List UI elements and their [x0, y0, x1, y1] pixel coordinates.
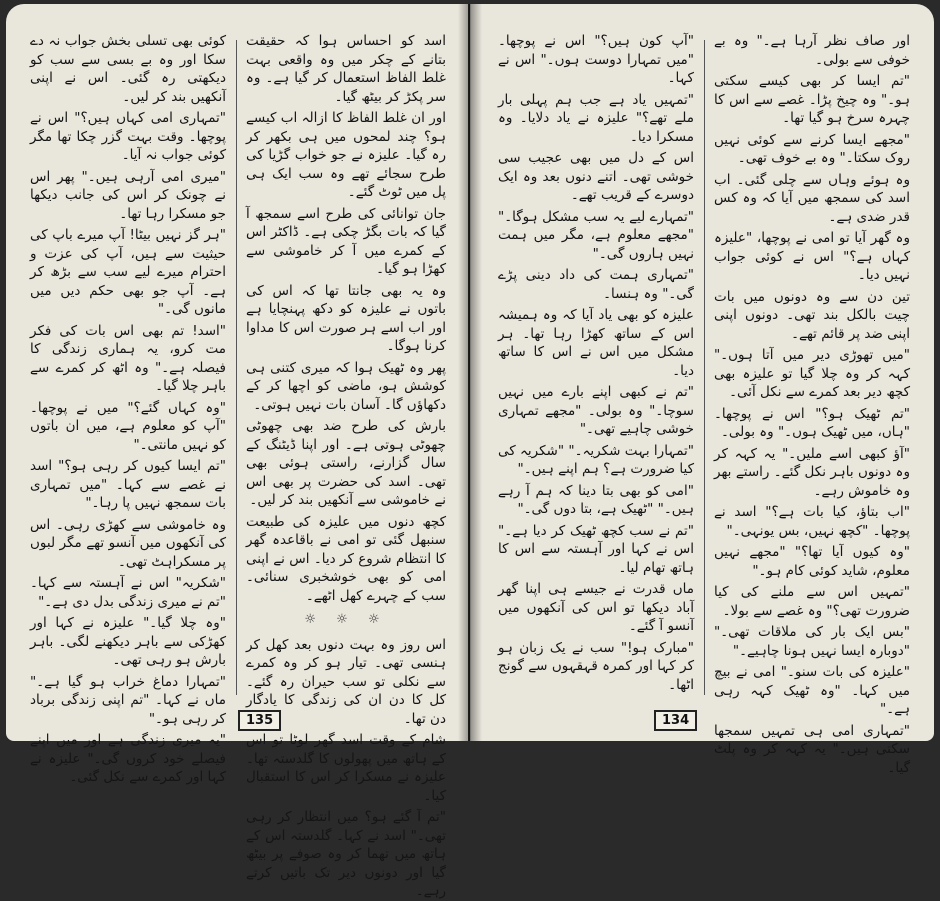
paragraph: "تم نے کبھی اپنے بارے میں نہیں سوچا۔" وہ بولی۔ "مجھے تمہاری خوشی چاہیے تھی۔" — [498, 384, 694, 437]
magazine-spread — [6, 4, 934, 899]
paragraph: "یہ میری زندگی ہے اور میں اپنے فیصلے خود کروں گی۔" علیزہ نے کہا اور کمرے سے نکل گئی۔ — [30, 732, 226, 785]
paragraph: پھر وہ ٹھیک ہوا کہ میری کتنی ہی کوشش ہو، ماضی کو اچھا کر کے دکھاؤں گا۔ آسان بات نہیں ہوتی۔ — [246, 359, 446, 413]
paragraph: "آپ کون ہیں؟" اس نے پوچھا۔ "میں تمہارا دوست ہوں۔" اس نے کہا۔ — [498, 33, 694, 86]
paragraph: "امی کو بھی بتا دینا کہ ہم آ رہے ہیں۔" "ٹھیک ہے، بتا دوں گی۔" — [498, 482, 694, 517]
left-page-column-left-text — [30, 32, 226, 787]
book-gutter — [458, 4, 482, 741]
paragraph: اس کے دل میں بھی عجیب سی خوشی تھی۔ اتنے دنوں بعد وہ ایک دوسرے کے قریب تھے۔ — [498, 150, 694, 203]
paragraph: "میری امی آرہی ہیں۔" پھر اس نے چونک کر اس کی جانب دیکھا جو مسکرا رہا تھا۔ — [30, 168, 226, 222]
left-page — [6, 4, 468, 899]
left-page-column-left — [30, 32, 226, 785]
paragraph: تین دن سے وہ دونوں میں بات چیت بالکل بند تھی۔ دونوں اپنی اپنی ضد پر قائم تھے۔ — [714, 288, 910, 342]
right-page-column-left — [498, 32, 694, 702]
paragraph: "اب بتاؤ، کیا بات ہے؟" اسد نے پوچھا۔ "کچھ نہیں، بس یونہی۔" — [714, 504, 910, 539]
paragraph: "وہ کیوں آیا تھا؟" "مجھے نہیں معلوم، شاید کوئی کام ہو۔" — [714, 544, 910, 579]
paragraph: "علیزہ کی بات سنو۔" امی نے بیچ میں کہا۔ "وہ ٹھیک کہہ رہی ہے۔" — [714, 664, 910, 717]
paragraph: "ہر گز نہیں بیٹا! آپ میرے باپ کی حیثیت سے ہیں، آپ کی عزت و احترام میرے لیے سب سے بڑھ کر ہے۔ آپ جو بھی حکم دیں میں مانوں گی۔" — [30, 227, 226, 317]
column-rule — [236, 40, 237, 695]
paragraph: "تمہیں یاد ہے جب ہم پہلی بار ملے تھے؟" علیزہ نے یاد دلایا۔ وہ مسکرا دیا۔ — [498, 91, 694, 145]
paragraph: "آؤ کبھی اسے ملیں۔" یہ کہہ کر وہ دونوں باہر نکل گئے۔ راستے بھر وہ خاموش رہے۔ — [714, 445, 910, 499]
paragraph: "تم ٹھیک ہو؟" اس نے پوچھا۔ "ہاں، میں ٹھیک ہوں۔" وہ بولی۔ — [714, 405, 910, 440]
paragraph: "اسد! تم بھی اس بات کی فکر مت کرو، یہ ہماری زندگی کا فیصلہ ہے۔" وہ اٹھ کر کمرے سے باہر چلا گیا۔ — [30, 322, 226, 394]
paragraph: وہ گھر آیا تو امی نے پوچھا، "علیزہ کہاں ہے؟" اس نے کوئی جواب نہیں دیا۔ — [714, 230, 910, 283]
paragraph: "شکریہ" اس نے آہستہ سے کہا۔ "تم نے میری زندگی بدل دی ہے۔" — [30, 575, 226, 610]
paragraph: وہ خاموشی سے کھڑی رہی۔ اس کی آنکھوں میں آنسو تھے مگر لبوں پر مسکراہٹ تھی۔ — [30, 516, 226, 570]
paragraph: "مبارک ہو!" سب نے یک زبان ہو کر کہا اور کمرہ قہقہوں سے گونج اٹھا۔ — [498, 639, 694, 693]
paragraph: علیزہ کو بھی یاد آیا کہ وہ ہمیشہ اس کے ساتھ کھڑا رہا تھا۔ ہر مشکل میں اس نے اس کا ساتھ دیا۔ — [498, 307, 694, 379]
paragraph: "تمہاری امی ہی تمہیں سمجھا سکتی ہیں۔" یہ کہہ کر وہ پلٹ گیا۔ — [714, 722, 910, 776]
paragraph: اور صاف نظر آرہا ہے۔" وہ بے خوفی سے بولی۔ — [714, 33, 910, 68]
page-number: 134 — [654, 710, 697, 731]
section-divider: ☼ ☼ ☼ — [304, 612, 388, 627]
paragraph: اس روز وہ بہت دنوں بعد کھل کر ہنسی تھی۔ تیار ہو کر وہ کمرے سے نکلی تو سب حیران رہ گئے۔ کل کا دن ان کی زندگی کا یادگار دن تھا۔ — [246, 636, 446, 727]
paragraph: "تم نے سب کچھ ٹھیک کر دیا ہے۔" اس نے کہا اور آہستہ سے اس کا ہاتھ تھام لیا۔ — [498, 522, 694, 576]
column-rule — [704, 40, 705, 695]
paragraph: "تم آ گئے ہو؟ میں انتظار کر رہی تھی۔" اسد نے کہا۔ گلدستہ اس کے ہاتھ میں تھما کر وہ صوفے پر بیٹھ گیا اور دونوں دیر تک باتیں کرتے رہے۔ — [246, 809, 446, 899]
paragraph: "وہ چلا گیا۔" علیزہ نے کہا اور کھڑکی سے باہر دیکھنے لگی۔ باہر بارش ہو رہی تھی۔ — [30, 615, 226, 668]
page-number: 135 — [238, 710, 281, 731]
paragraph: "تمہاری ہمت کی داد دینی پڑے گی۔" وہ ہنسا۔ — [498, 267, 694, 302]
right-page — [470, 4, 934, 776]
paragraph: بارش کی طرح ضد بھی چھوٹی چھوٹی ہوتی ہے۔ اور اپنا ڈیٹنگ کے سال گزارنے، راستی ہوئی بھی تھی۔ اسد کی حضرت پر بھی اس نے خاموشی سے آنکھیں بند کر لیں۔ — [246, 418, 446, 508]
paragraph: اور ان غلط الفاظ کا ازالہ اب کیسے ہو؟ چند لمحوں میں ہی بکھر کر رہ گیا۔ علیزہ نے جو خواب گڑیا کی طرح سجائے تھے وہ سب ایک ہی پل میں ٹوٹ گئے۔ — [246, 110, 446, 200]
paragraph: "تمہیں اس سے ملنے کی کیا ضرورت تھی؟" وہ غصے سے بولا۔ — [714, 584, 910, 619]
paragraph: ماں قدرت نے جیسے ہی اپنا گھر آباد دیکھا تو اس کی آنکھوں میں آنسو آ گئے۔ — [498, 581, 694, 634]
left-page-column-right-text — [246, 32, 446, 901]
paragraph: "بس ایک بار کی ملاقات تھی۔" "دوبارہ ایسا نہیں ہونا چاہیے۔" — [714, 624, 910, 659]
right-page-column-right — [714, 32, 910, 776]
paragraph: وہ یہ بھی جانتا تھا کہ اس کی باتوں نے علیزہ کو دکھ پہنچایا ہے اور اب اسے ہر صورت اس کا مداوا کرنا ہوگا۔ — [246, 282, 446, 354]
paragraph: "تم ایسا کر بھی کیسے سکتی ہو۔" وہ چیخ پڑا۔ غصے سے اس کا چہرہ سرخ ہو گیا تھا۔ — [714, 73, 910, 126]
right-page-column-left-text — [498, 32, 694, 694]
paragraph: "تمہارے لیے یہ سب مشکل ہوگا۔" "مجھے معلوم ہے، مگر میں ہمت نہیں ہاروں گی۔" — [498, 208, 694, 262]
paragraph: "تمہارا دماغ خراب ہو گیا ہے۔" ماں نے کہا۔ "تم اپنی زندگی برباد کر رہی ہو۔" — [30, 673, 226, 727]
paragraph: "مجھے ایسا کرنے سے کوئی نہیں روک سکتا۔" وہ بے خوف تھی۔ — [714, 131, 910, 166]
paragraph: "وہ کہاں گئے؟" میں نے پوچھا۔ "آپ کو معلوم ہے، میں ان باتوں کو نہیں مانتی۔" — [30, 399, 226, 453]
paragraph: کچھ دنوں میں علیزہ کی طبیعت سنبھل گئی تو امی نے باقاعدہ گھر کا انتظام شروع کر دیا۔ اس نے اپنی امی کو بھی خوشخبری سنائی۔ سب کے چہرے کھل اٹھے۔ — [246, 513, 446, 604]
paragraph: شام کے وقت اسد گھر لوٹا تو اس کے ہاتھ میں پھولوں کا گلدستہ تھا۔ علیزہ نے مسکرا کر اس کا استقبال کیا۔ — [246, 732, 446, 804]
right-page-column-right-text — [714, 32, 910, 777]
paragraph: "تمہارا بہت شکریہ۔" "شکریہ کی کیا ضرورت ہے؟ ہم اپنے ہیں۔" — [498, 442, 694, 477]
paragraph: "تمہاری امی کہاں ہیں؟" اس نے پوچھا۔ وقت بہت گزر چکا تھا مگر کوئی جواب نہ آیا۔ — [30, 110, 226, 163]
paragraph: جان توانائی کی طرح اسے سمجھ آ گیا کہ بات بگڑ چکی ہے۔ ڈاکٹر اس کے کمرے میں آ کر خاموشی سے کھڑا ہو گیا۔ — [246, 205, 446, 277]
paragraph: "تم ایسا کیوں کر رہی ہو؟" اسد نے غصے سے کہا۔ "میں تمہاری بات سمجھ نہیں پا رہا۔" — [30, 458, 226, 511]
paragraph: اسد کو احساس ہوا کہ حقیقت بتانے کے چکر میں وہ واقعی بہت غلط الفاظ استعمال کر گیا ہے۔ وہ سر پکڑ کر بیٹھ گیا۔ — [246, 33, 446, 105]
paragraph: وہ ہوئے وہاں سے چلی گئی۔ اب اسد کی سمجھ میں آیا کہ وہ کس قدر ضدی ہے۔ — [714, 171, 910, 225]
paragraph: کوئی بھی تسلی بخش جواب نہ دے سکا اور وہ بے بسی سے سب کو دیکھتی رہ گئی۔ اس نے اپنی آنکھیں بند کر لیں۔ — [30, 33, 226, 105]
paragraph: "میں تھوڑی دیر میں آتا ہوں۔" کہہ کر وہ چلا گیا تو علیزہ بھی کچھ دیر بعد کمرے سے نکل آئی۔ — [714, 347, 910, 400]
